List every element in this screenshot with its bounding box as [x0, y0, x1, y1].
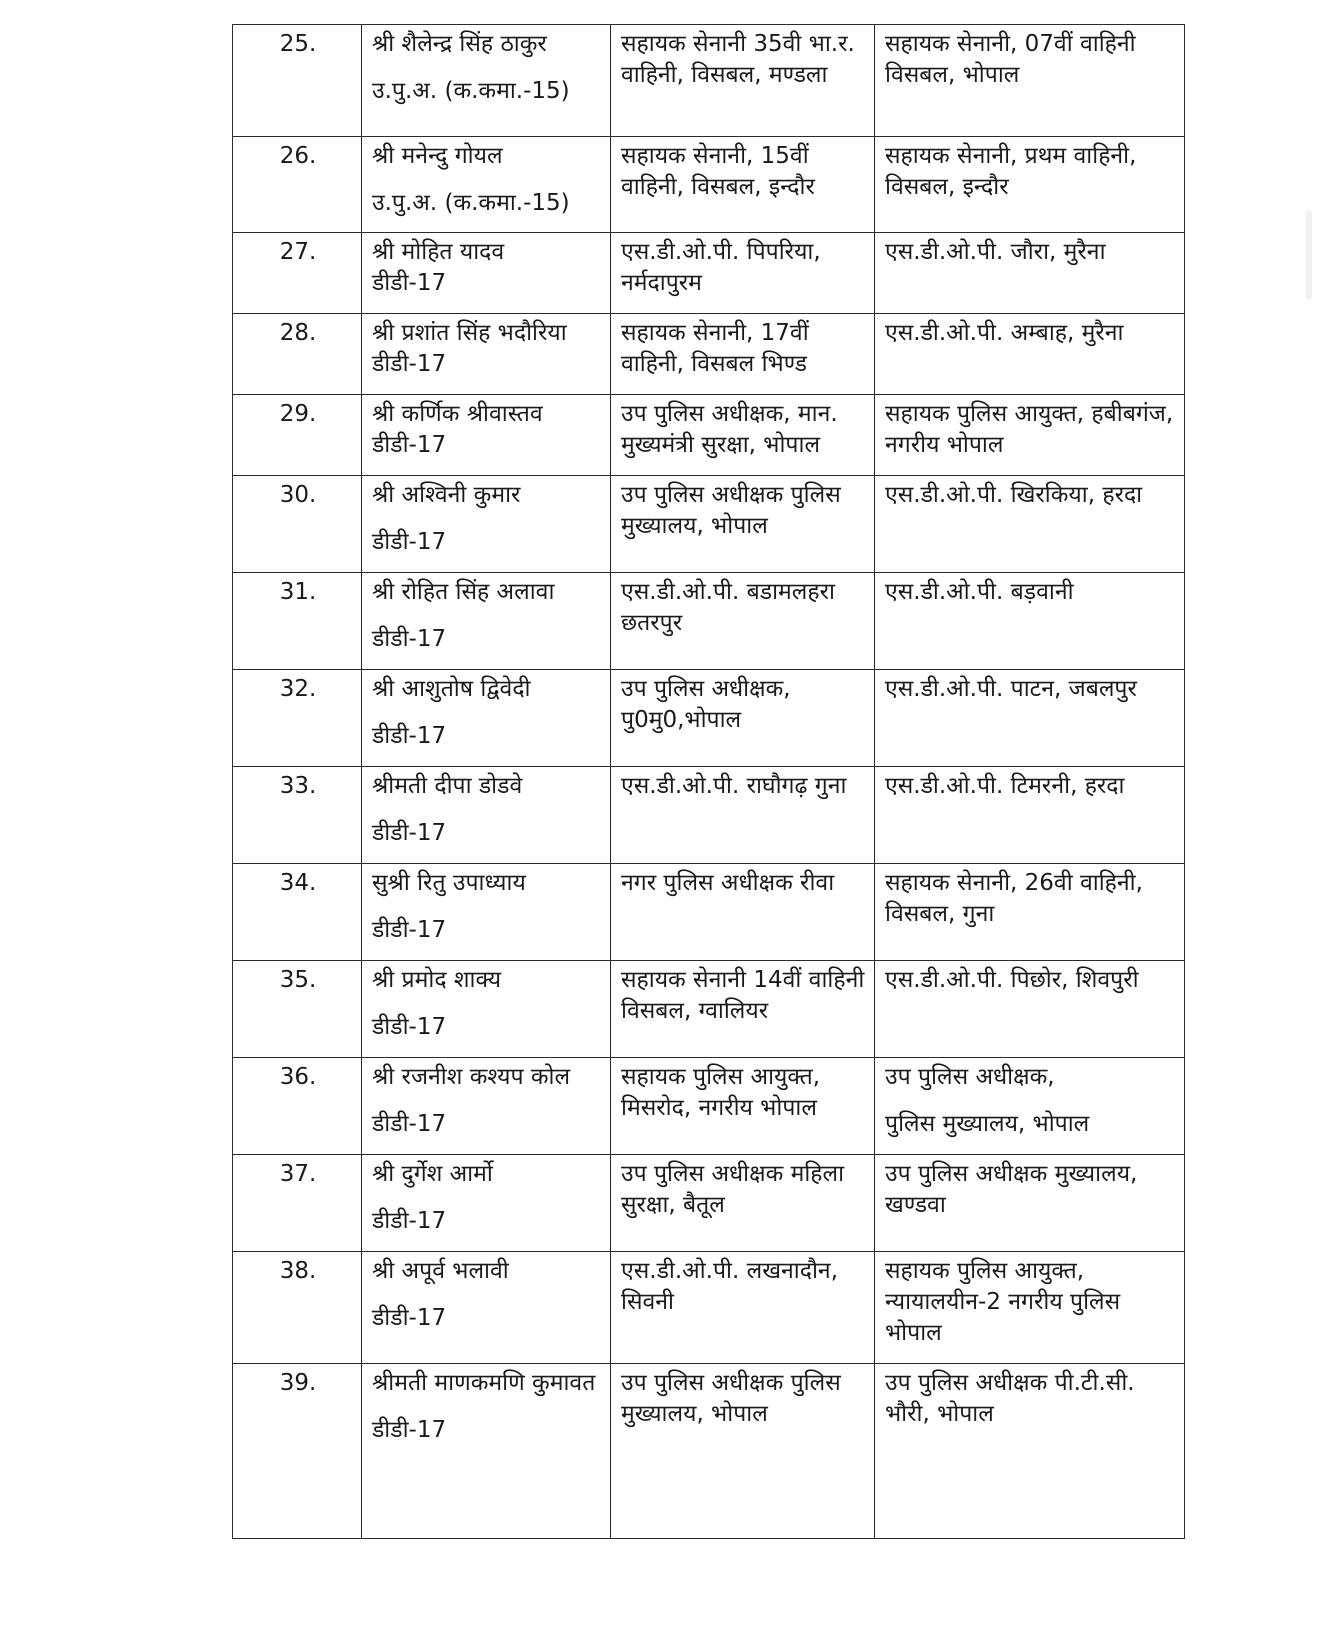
- officer-rank: डीडी-17: [372, 1014, 447, 1040]
- officer-rank: डीडी-17: [372, 270, 447, 296]
- table-row: [233, 25, 1185, 137]
- officer-rank: उ.पु.अ. (क.कमा.-15): [372, 78, 570, 104]
- officer-rank: डीडी-17: [372, 626, 447, 652]
- officer-cell: [362, 1155, 611, 1252]
- officer-rank: डीडी-17: [372, 1208, 447, 1234]
- new-posting-line: उप पुलिस अधीक्षक,: [885, 1064, 1055, 1090]
- officer-cell: [362, 314, 611, 395]
- officer-name: श्री मोहित यादव: [372, 239, 505, 265]
- current-posting: एस.डी.ओ.पी. लखनादौन, सिवनी: [611, 1252, 875, 1364]
- current-posting: एस.डी.ओ.पी. पिपरिया, नर्मदापुरम: [611, 233, 875, 314]
- current-posting: उप पुलिस अधीक्षक पुलिस मुख्यालय, भोपाल: [611, 1364, 875, 1539]
- officer-name: श्री अपूर्व भलावी: [372, 1258, 509, 1284]
- current-posting: उप पुलिस अधीक्षक, मान. मुख्यमंत्री सुरक्षा, भोपाल: [611, 395, 875, 476]
- serial-number: 36.: [233, 1058, 362, 1155]
- officer-cell: [362, 476, 611, 573]
- new-posting: सहायक सेनानी, प्रथम वाहिनी, विसबल, इन्दौर: [875, 137, 1185, 233]
- officer-cell: [362, 233, 611, 314]
- serial-number: 37.: [233, 1155, 362, 1252]
- new-posting: एस.डी.ओ.पी. जौरा, मुरैना: [875, 233, 1185, 314]
- new-posting: एस.डी.ओ.पी. खिरकिया, हरदा: [875, 476, 1185, 573]
- officer-name: श्री प्रमोद शाक्य: [372, 967, 502, 993]
- current-posting: सहायक सेनानी, 15वीं वाहिनी, विसबल, इन्दौर: [611, 137, 875, 233]
- officer-cell: [362, 395, 611, 476]
- officer-cell: [362, 961, 611, 1058]
- officer-cell: [362, 1058, 611, 1155]
- serial-number: 33.: [233, 767, 362, 864]
- table-row: [233, 314, 1185, 395]
- serial-number: 32.: [233, 670, 362, 767]
- officer-rank: डीडी-17: [372, 529, 447, 555]
- current-posting: सहायक सेनानी, 17वीं वाहिनी, विसबल भिण्ड: [611, 314, 875, 395]
- new-posting: उप पुलिस अधीक्षक पी.टी.सी. भौरी, भोपाल: [875, 1364, 1185, 1539]
- table-row: [233, 1252, 1185, 1364]
- officer-name: श्री शैलेन्द्र सिंह ठाकुर: [372, 31, 547, 57]
- officer-name: श्री कर्णिक श्रीवास्तव: [372, 401, 543, 427]
- officer-cell: [362, 670, 611, 767]
- new-posting: उप पुलिस अधीक्षक मुख्यालय, खण्डवा: [875, 1155, 1185, 1252]
- serial-number: 34.: [233, 864, 362, 961]
- table-row: [233, 233, 1185, 314]
- table-row: [233, 864, 1185, 961]
- new-posting: एस.डी.ओ.पी. अम्बाह, मुरैना: [875, 314, 1185, 395]
- current-posting: नगर पुलिस अधीक्षक रीवा: [611, 864, 875, 961]
- serial-number: 28.: [233, 314, 362, 395]
- officer-rank: डीडी-17: [372, 432, 447, 458]
- officer-cell: [362, 767, 611, 864]
- officer-cell: [362, 1364, 611, 1539]
- officer-rank: डीडी-17: [372, 1111, 447, 1137]
- officer-cell: [362, 864, 611, 961]
- current-posting: उप पुलिस अधीक्षक, पु0मु0,भोपाल: [611, 670, 875, 767]
- new-posting: एस.डी.ओ.पी. पिछोर, शिवपुरी: [875, 961, 1185, 1058]
- officer-rank: उ.पु.अ. (क.कमा.-15): [372, 190, 570, 216]
- current-posting: उप पुलिस अधीक्षक पुलिस मुख्यालय, भोपाल: [611, 476, 875, 573]
- serial-number: 27.: [233, 233, 362, 314]
- scrollbar-track[interactable]: [1306, 210, 1312, 300]
- new-posting: एस.डी.ओ.पी. बड़वानी: [875, 573, 1185, 670]
- transfer-table: [232, 24, 1185, 1539]
- current-posting: सहायक सेनानी 14वीं वाहिनी विसबल, ग्वालियर: [611, 961, 875, 1058]
- officer-rank: डीडी-17: [372, 723, 447, 749]
- officer-rank: डीडी-17: [372, 820, 447, 846]
- current-posting: एस.डी.ओ.पी. राघौगढ़ गुना: [611, 767, 875, 864]
- officer-name: श्रीमती माणकमणि कुमावत: [372, 1370, 596, 1396]
- table-row: [233, 1364, 1185, 1539]
- serial-number: 29.: [233, 395, 362, 476]
- officer-cell: [362, 137, 611, 233]
- table-row: [233, 1058, 1185, 1155]
- new-posting: [875, 1058, 1185, 1155]
- table-row: [233, 137, 1185, 233]
- new-posting: एस.डी.ओ.पी. पाटन, जबलपुर: [875, 670, 1185, 767]
- current-posting: सहायक पुलिस आयुक्त, मिसरोद, नगरीय भोपाल: [611, 1058, 875, 1155]
- new-posting: एस.डी.ओ.पी. टिमरनी, हरदा: [875, 767, 1185, 864]
- table-row: [233, 670, 1185, 767]
- new-posting: सहायक सेनानी, 26वी वाहिनी, विसबल, गुना: [875, 864, 1185, 961]
- new-posting: सहायक पुलिस आयुक्त, न्यायालयीन-2 नगरीय पुलिस भोपाल: [875, 1252, 1185, 1364]
- officer-cell: [362, 1252, 611, 1364]
- serial-number: 25.: [233, 25, 362, 137]
- officer-rank: डीडी-17: [372, 1417, 447, 1443]
- serial-number: 38.: [233, 1252, 362, 1364]
- new-posting: सहायक सेनानी, 07वीं वाहिनी विसबल, भोपाल: [875, 25, 1185, 137]
- current-posting: उप पुलिस अधीक्षक महिला सुरक्षा, बैतूल: [611, 1155, 875, 1252]
- table-row: [233, 573, 1185, 670]
- officer-name: श्री रजनीश कश्यप कोल: [372, 1064, 571, 1090]
- current-posting: एस.डी.ओ.पी. बडामलहरा छतरपुर: [611, 573, 875, 670]
- officer-rank: डीडी-17: [372, 917, 447, 943]
- officer-rank: डीडी-17: [372, 351, 447, 377]
- table-row: [233, 395, 1185, 476]
- officer-cell: [362, 573, 611, 670]
- serial-number: 35.: [233, 961, 362, 1058]
- table-row: [233, 767, 1185, 864]
- current-posting: सहायक सेनानी 35वी भा.र. वाहिनी, विसबल, मण्डला: [611, 25, 875, 137]
- officer-name: सुश्री रितु उपाध्याय: [372, 870, 526, 896]
- officer-name: श्री मनेन्दु गोयल: [372, 143, 503, 169]
- officer-cell: [362, 25, 611, 137]
- officer-name: श्रीमती दीपा डोडवे: [372, 773, 523, 799]
- officer-name: श्री रोहित सिंह अलावा: [372, 579, 555, 605]
- table-row: [233, 1155, 1185, 1252]
- serial-number: 31.: [233, 573, 362, 670]
- new-posting: सहायक पुलिस आयुक्त, हबीबगंज, नगरीय भोपाल: [875, 395, 1185, 476]
- officer-name: श्री आशुतोष द्विवेदी: [372, 676, 531, 702]
- officer-name: श्री प्रशांत सिंह भदौरिया: [372, 320, 567, 346]
- table-row: [233, 476, 1185, 573]
- serial-number: 39.: [233, 1364, 362, 1539]
- serial-number: 26.: [233, 137, 362, 233]
- officer-name: श्री अश्विनी कुमार: [372, 482, 521, 508]
- officer-rank: डीडी-17: [372, 1305, 447, 1331]
- serial-number: 30.: [233, 476, 362, 573]
- officer-name: श्री दुर्गेश आर्मो: [372, 1161, 493, 1187]
- new-posting-line: पुलिस मुख्यालय, भोपाल: [885, 1111, 1090, 1137]
- table-row: [233, 961, 1185, 1058]
